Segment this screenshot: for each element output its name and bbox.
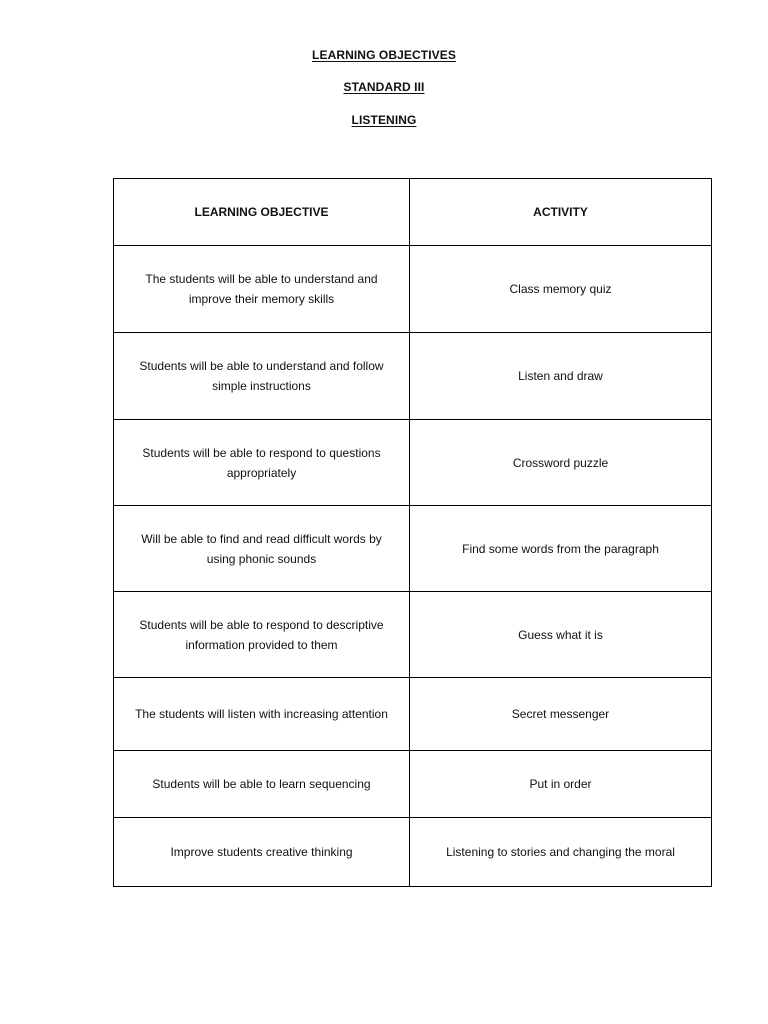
objective-cell: Will be able to find and read difficult words by using phonic sounds — [114, 506, 410, 592]
objective-cell: The students will listen with increasing attention — [114, 678, 410, 751]
activity-cell: Find some words from the paragraph — [410, 506, 712, 592]
activity-cell: Listen and draw — [410, 333, 712, 420]
table-row — [114, 420, 712, 506]
objective-cell: Improve students creative thinking — [114, 818, 410, 887]
objective-cell: Students will be able to understand and follow simple instructions — [114, 333, 410, 420]
table-header-row — [114, 179, 712, 246]
table-row — [114, 818, 712, 887]
table-row — [114, 592, 712, 678]
objectives-table — [113, 178, 712, 887]
activity-cell: Listening to stories and changing the moral — [410, 818, 712, 887]
activity-cell: Put in order — [410, 751, 712, 818]
section-heading: LISTENING — [351, 113, 417, 127]
table-row — [114, 246, 712, 333]
objective-cell: The students will be able to understand and improve their memory skills — [114, 246, 410, 333]
table-row — [114, 506, 712, 592]
standard-heading: STANDARD III — [343, 80, 425, 94]
table-row — [114, 751, 712, 818]
table-row — [114, 333, 712, 420]
objective-cell: Students will be able to learn sequencing — [114, 751, 410, 818]
header-learning-objective: LEARNING OBJECTIVE — [114, 179, 410, 246]
activity-cell: Class memory quiz — [410, 246, 712, 333]
header-activity: ACTIVITY — [410, 179, 712, 246]
activity-cell: Secret messenger — [410, 678, 712, 751]
objective-cell: Students will be able to respond to descriptive information provided to them — [114, 592, 410, 678]
objective-cell: Students will be able to respond to questions appropriately — [114, 420, 410, 506]
document-title: LEARNING OBJECTIVES — [312, 48, 456, 62]
activity-cell: Crossword puzzle — [410, 420, 712, 506]
table-row — [114, 678, 712, 751]
activity-cell: Guess what it is — [410, 592, 712, 678]
